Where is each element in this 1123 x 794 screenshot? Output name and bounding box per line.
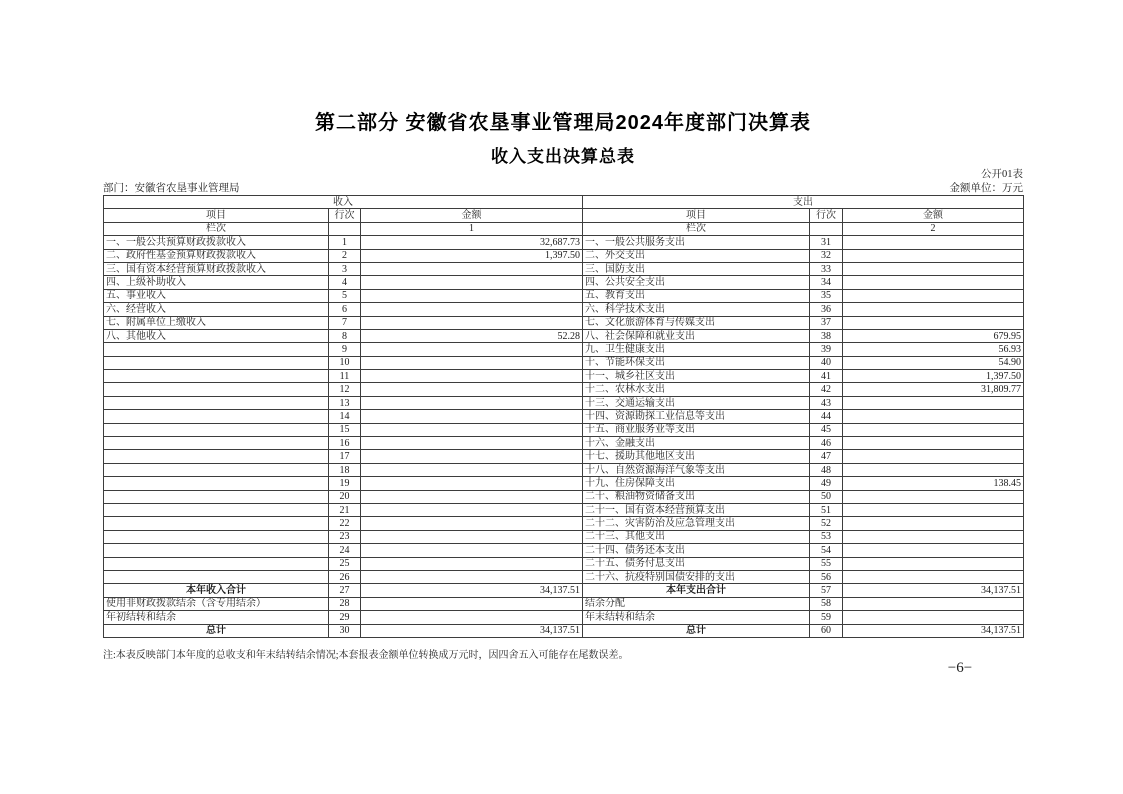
expense-rowno-cell: 47 xyxy=(810,450,843,463)
income-rowno-cell: 2 xyxy=(329,249,361,262)
expense-amount-cell xyxy=(843,410,1024,423)
income-amount-cell xyxy=(361,437,583,450)
expense-rowno-cell: 56 xyxy=(810,570,843,583)
expense-amount-cell xyxy=(843,276,1024,289)
income-item-cell xyxy=(104,490,329,503)
income-amount-cell xyxy=(361,570,583,583)
income-item-cell: 年初结转和结余 xyxy=(104,611,329,624)
expense-rowno-cell: 51 xyxy=(810,503,843,516)
table-row xyxy=(104,584,1024,597)
expense-amount-cell: 34,137.51 xyxy=(843,584,1024,597)
expense-item-cell: 十、节能环保支出 xyxy=(583,356,810,369)
expense-rowno-cell: 43 xyxy=(810,396,843,409)
income-amount-cell xyxy=(361,289,583,302)
income-rowno-cell: 6 xyxy=(329,303,361,316)
expense-amount-cell: 56.93 xyxy=(843,343,1024,356)
income-rowno-cell: 7 xyxy=(329,316,361,329)
expense-rowno-cell: 44 xyxy=(810,410,843,423)
expense-rowno-cell: 45 xyxy=(810,423,843,436)
table-body xyxy=(104,236,1024,638)
table-row xyxy=(104,262,1024,275)
income-item-cell xyxy=(104,370,329,383)
expense-rowno-cell: 40 xyxy=(810,356,843,369)
expense-rowno-header: 行次 xyxy=(810,209,843,222)
income-amount-cell: 34,137.51 xyxy=(361,584,583,597)
income-item-cell: 总计 xyxy=(104,624,329,637)
income-amount-cell xyxy=(361,262,583,275)
expense-amount-cell xyxy=(843,530,1024,543)
expense-amount-cell xyxy=(843,597,1024,610)
income-amount-cell xyxy=(361,343,583,356)
expense-rowno-cell: 57 xyxy=(810,584,843,597)
expense-amount-cell: 34,137.51 xyxy=(843,624,1024,637)
expense-amount-cell xyxy=(843,316,1024,329)
table-code-label: 公开01表 xyxy=(981,169,1023,180)
income-col-number: 1 xyxy=(361,222,583,235)
expense-rowno-cell: 42 xyxy=(810,383,843,396)
income-rowno-cell: 24 xyxy=(329,544,361,557)
expense-amount-cell xyxy=(843,303,1024,316)
income-amount-cell xyxy=(361,530,583,543)
income-rowno-cell: 30 xyxy=(329,624,361,637)
expense-amount-cell xyxy=(843,503,1024,516)
income-amount-cell xyxy=(361,557,583,570)
income-amount-cell xyxy=(361,303,583,316)
expense-item-header: 项目 xyxy=(583,209,810,222)
expense-rowno-cell: 60 xyxy=(810,624,843,637)
expense-item-cell: 四、公共安全支出 xyxy=(583,276,810,289)
table-row xyxy=(104,437,1024,450)
expense-amount-cell xyxy=(843,570,1024,583)
expense-item-cell: 二十四、债务还本支出 xyxy=(583,544,810,557)
table-row xyxy=(104,530,1024,543)
expense-rowno-cell: 46 xyxy=(810,437,843,450)
income-rowno-cell: 25 xyxy=(329,557,361,570)
expense-item-cell: 二十二、灾害防治及应急管理支出 xyxy=(583,517,810,530)
income-item-cell: 六、经营收入 xyxy=(104,303,329,316)
table-row xyxy=(104,410,1024,423)
expense-amount-cell: 54.90 xyxy=(843,356,1024,369)
expense-amount-cell xyxy=(843,396,1024,409)
table-row xyxy=(104,611,1024,624)
income-amount-cell xyxy=(361,316,583,329)
expense-section-header: 支出 xyxy=(583,196,1024,209)
expense-rowno-cell: 39 xyxy=(810,343,843,356)
page-number: −6− xyxy=(947,660,973,676)
income-rowno-cell: 23 xyxy=(329,530,361,543)
expense-amount-cell xyxy=(843,517,1024,530)
table-row xyxy=(104,423,1024,436)
income-amount-cell: 1,397.50 xyxy=(361,249,583,262)
income-amount-cell xyxy=(361,450,583,463)
income-rowno-cell: 9 xyxy=(329,343,361,356)
income-item-cell: 八、其他收入 xyxy=(104,329,329,342)
income-rowno-cell: 15 xyxy=(329,423,361,436)
income-rowno-cell: 11 xyxy=(329,370,361,383)
expense-item-cell: 六、科学技术支出 xyxy=(583,303,810,316)
income-item-cell xyxy=(104,544,329,557)
income-rowno-cell: 29 xyxy=(329,611,361,624)
expense-rowno-cell: 35 xyxy=(810,289,843,302)
table-row xyxy=(104,557,1024,570)
table-row xyxy=(104,236,1024,249)
expense-rowno-cell: 34 xyxy=(810,276,843,289)
income-item-cell: 一、一般公共预算财政拨款收入 xyxy=(104,236,329,249)
expense-col-number: 2 xyxy=(843,222,1024,235)
expense-item-cell: 本年支出合计 xyxy=(583,584,810,597)
income-rowno-cell: 22 xyxy=(329,517,361,530)
table-row xyxy=(104,517,1024,530)
income-item-cell xyxy=(104,477,329,490)
expense-item-cell: 十六、金融支出 xyxy=(583,437,810,450)
expense-item-cell: 十四、资源勘探工业信息等支出 xyxy=(583,410,810,423)
income-item-cell: 本年收入合计 xyxy=(104,584,329,597)
expense-item-cell: 十一、城乡社区支出 xyxy=(583,370,810,383)
expense-item-cell: 二十、粮油物资储备支出 xyxy=(583,490,810,503)
expense-rowno-cell: 59 xyxy=(810,611,843,624)
expense-rowno-cell: 33 xyxy=(810,262,843,275)
income-amount-cell xyxy=(361,423,583,436)
income-item-cell xyxy=(104,517,329,530)
expense-amount-cell xyxy=(843,450,1024,463)
income-index-label: 栏次 xyxy=(104,222,329,235)
expense-item-cell: 九、卫生健康支出 xyxy=(583,343,810,356)
income-rowno-cell: 20 xyxy=(329,490,361,503)
table-row xyxy=(104,477,1024,490)
expense-amount-cell xyxy=(843,262,1024,275)
expense-rowno-cell: 48 xyxy=(810,463,843,476)
income-section-header: 收入 xyxy=(104,196,583,209)
income-amount-cell xyxy=(361,463,583,476)
income-item-cell: 使用非财政拨款结余（含专用结余） xyxy=(104,597,329,610)
income-rowno-cell: 26 xyxy=(329,570,361,583)
income-amount-cell xyxy=(361,370,583,383)
table-row xyxy=(104,597,1024,610)
expense-amount-cell: 679.95 xyxy=(843,329,1024,342)
income-rowno-cell: 12 xyxy=(329,383,361,396)
income-item-cell xyxy=(104,450,329,463)
income-rowno-cell: 19 xyxy=(329,477,361,490)
income-item-cell xyxy=(104,570,329,583)
income-item-cell xyxy=(104,383,329,396)
expense-index-blank xyxy=(810,222,843,235)
expense-rowno-cell: 37 xyxy=(810,316,843,329)
department-label: 部门：安徽省农垦事业管理局 xyxy=(103,183,240,194)
revenue-expenditure-table xyxy=(103,195,1024,638)
expense-item-cell: 十三、交通运输支出 xyxy=(583,396,810,409)
income-item-cell xyxy=(104,557,329,570)
income-item-cell xyxy=(104,396,329,409)
income-rowno-cell: 8 xyxy=(329,329,361,342)
income-rowno-cell: 10 xyxy=(329,356,361,369)
income-item-cell: 三、国有资本经营预算财政拨款收入 xyxy=(104,262,329,275)
income-amount-cell xyxy=(361,396,583,409)
table-row xyxy=(104,329,1024,342)
expense-item-cell: 二十五、债务付息支出 xyxy=(583,557,810,570)
expense-rowno-cell: 49 xyxy=(810,477,843,490)
expense-rowno-cell: 52 xyxy=(810,517,843,530)
expense-amount-cell xyxy=(843,289,1024,302)
expense-rowno-cell: 32 xyxy=(810,249,843,262)
page-subtitle: 收入支出决算总表 xyxy=(491,147,635,166)
table-row xyxy=(104,503,1024,516)
expense-rowno-cell: 41 xyxy=(810,370,843,383)
income-index-blank xyxy=(329,222,361,235)
income-amount-cell xyxy=(361,410,583,423)
expense-item-cell: 结余分配 xyxy=(583,597,810,610)
expense-rowno-cell: 55 xyxy=(810,557,843,570)
income-rowno-cell: 13 xyxy=(329,396,361,409)
expense-item-cell: 二十一、国有资本经营预算支出 xyxy=(583,503,810,516)
expense-item-cell: 十九、住房保障支出 xyxy=(583,477,810,490)
expense-amount-cell xyxy=(843,437,1024,450)
expense-amount-cell xyxy=(843,236,1024,249)
income-item-cell xyxy=(104,343,329,356)
expense-amount-cell xyxy=(843,611,1024,624)
page-title: 第二部分 安徽省农垦事业管理局2024年度部门决算表 xyxy=(314,112,812,134)
expense-rowno-cell: 54 xyxy=(810,544,843,557)
income-rowno-cell: 16 xyxy=(329,437,361,450)
income-item-cell xyxy=(104,410,329,423)
table-row xyxy=(104,276,1024,289)
table-row xyxy=(104,343,1024,356)
income-amount-cell xyxy=(361,503,583,516)
column-index-row xyxy=(104,222,1024,235)
income-rowno-cell: 14 xyxy=(329,410,361,423)
expense-amount-cell xyxy=(843,557,1024,570)
table-row xyxy=(104,303,1024,316)
expense-item-cell: 十五、商业服务业等支出 xyxy=(583,423,810,436)
income-rowno-cell: 17 xyxy=(329,450,361,463)
expense-rowno-cell: 53 xyxy=(810,530,843,543)
table-row xyxy=(104,356,1024,369)
expense-amount-cell xyxy=(843,249,1024,262)
expense-rowno-cell: 38 xyxy=(810,329,843,342)
table-row xyxy=(104,316,1024,329)
income-amount-cell xyxy=(361,517,583,530)
income-item-cell xyxy=(104,530,329,543)
income-rowno-cell: 4 xyxy=(329,276,361,289)
expense-amount-cell: 31,809.77 xyxy=(843,383,1024,396)
expense-rowno-cell: 31 xyxy=(810,236,843,249)
table-row xyxy=(104,490,1024,503)
income-item-cell xyxy=(104,463,329,476)
expense-item-cell: 十七、援助其他地区支出 xyxy=(583,450,810,463)
income-rowno-cell: 18 xyxy=(329,463,361,476)
income-rowno-cell: 1 xyxy=(329,236,361,249)
income-amount-cell xyxy=(361,383,583,396)
expense-item-cell: 二十六、抗疫特别国债安排的支出 xyxy=(583,570,810,583)
expense-item-cell: 二、外交支出 xyxy=(583,249,810,262)
table-row xyxy=(104,396,1024,409)
table-row xyxy=(104,544,1024,557)
unit-label: 金额单位：万元 xyxy=(949,183,1023,194)
income-amount-header: 金额 xyxy=(361,209,583,222)
expense-item-cell: 五、教育支出 xyxy=(583,289,810,302)
income-item-cell: 五、事业收入 xyxy=(104,289,329,302)
income-amount-cell xyxy=(361,597,583,610)
expense-item-cell: 十二、农林水支出 xyxy=(583,383,810,396)
income-item-cell xyxy=(104,356,329,369)
income-rowno-cell: 21 xyxy=(329,503,361,516)
table-row xyxy=(104,450,1024,463)
table-row xyxy=(104,370,1024,383)
expense-item-cell: 年末结转和结余 xyxy=(583,611,810,624)
income-item-cell xyxy=(104,423,329,436)
expense-rowno-cell: 58 xyxy=(810,597,843,610)
column-header-row xyxy=(104,209,1024,222)
income-item-cell: 二、政府性基金预算财政拨款收入 xyxy=(104,249,329,262)
table-row xyxy=(104,249,1024,262)
table-row xyxy=(104,289,1024,302)
table-row xyxy=(104,463,1024,476)
income-amount-cell xyxy=(361,477,583,490)
expense-item-cell: 一、一般公共服务支出 xyxy=(583,236,810,249)
income-item-header: 项目 xyxy=(104,209,329,222)
expense-amount-cell xyxy=(843,463,1024,476)
income-amount-cell xyxy=(361,356,583,369)
expense-rowno-cell: 50 xyxy=(810,490,843,503)
income-rowno-cell: 3 xyxy=(329,262,361,275)
expense-amount-cell xyxy=(843,423,1024,436)
income-amount-cell xyxy=(361,276,583,289)
expense-index-label: 栏次 xyxy=(583,222,810,235)
income-item-cell xyxy=(104,437,329,450)
income-rowno-cell: 27 xyxy=(329,584,361,597)
income-rowno-header: 行次 xyxy=(329,209,361,222)
income-item-cell: 七、附属单位上缴收入 xyxy=(104,316,329,329)
expense-amount-cell: 138.45 xyxy=(843,477,1024,490)
table-row xyxy=(104,570,1024,583)
expense-item-cell: 二十三、其他支出 xyxy=(583,530,810,543)
income-amount-cell xyxy=(361,490,583,503)
expense-item-cell: 七、文化旅游体育与传媒支出 xyxy=(583,316,810,329)
section-header-row xyxy=(104,196,1024,209)
income-item-cell xyxy=(104,503,329,516)
expense-item-cell: 十八、自然资源海洋气象等支出 xyxy=(583,463,810,476)
expense-rowno-cell: 36 xyxy=(810,303,843,316)
income-rowno-cell: 28 xyxy=(329,597,361,610)
expense-item-cell: 总计 xyxy=(583,624,810,637)
income-rowno-cell: 5 xyxy=(329,289,361,302)
expense-amount-cell: 1,397.50 xyxy=(843,370,1024,383)
income-amount-cell: 34,137.51 xyxy=(361,624,583,637)
income-amount-cell xyxy=(361,544,583,557)
income-amount-cell xyxy=(361,611,583,624)
expense-item-cell: 八、社会保障和就业支出 xyxy=(583,329,810,342)
table-row xyxy=(104,383,1024,396)
expense-item-cell: 三、国防支出 xyxy=(583,262,810,275)
income-amount-cell: 32,687.73 xyxy=(361,236,583,249)
footnote: 注:本表反映部门本年度的总收支和年末结转结余情况;本套报表金额单位转换成万元时，因四舍五入可能存在尾数误差。 xyxy=(103,650,629,661)
table-row xyxy=(104,624,1024,637)
expense-amount-cell xyxy=(843,490,1024,503)
expense-amount-header: 金额 xyxy=(843,209,1024,222)
income-amount-cell: 52.28 xyxy=(361,329,583,342)
income-item-cell: 四、上级补助收入 xyxy=(104,276,329,289)
expense-amount-cell xyxy=(843,544,1024,557)
